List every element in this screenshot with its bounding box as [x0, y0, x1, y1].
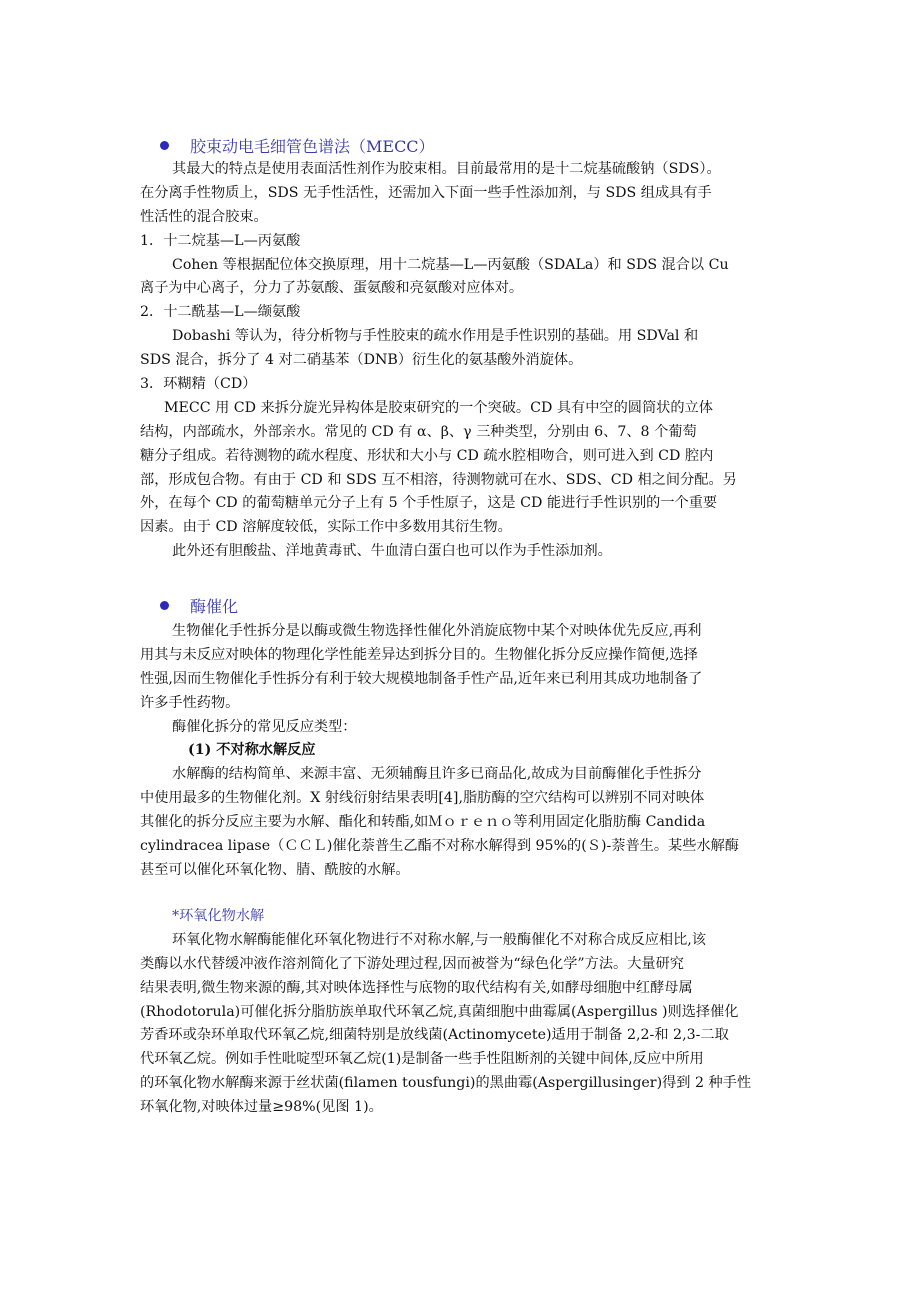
paragraph-line: 结果表明,微生物来源的酶,其对映体选择性与底物的取代结构有关,如酵母细胞中红酵母属 [140, 979, 693, 996]
paragraph-line: 中使用最多的生物催化剂。X 射线衍射结果表明[4],脂肪酶的空穴结构可以辨别不同对映体 [140, 790, 705, 807]
paragraph-line: SDS 混合，拆分了 4 对二硝基苯（DNB）衍生化的氨基酸外消旋体。 [140, 352, 583, 369]
paragraph-line: 类酶以水代替缓冲液作溶剂简化了下游处理过程,因而被誉为“绿色化学”方法。大量研究 [140, 955, 684, 972]
subsection-title: (1) 不对称水解反应 [188, 742, 316, 759]
paragraph-line: Cohen 等根据配位体交换原理，用十二烷基—L—丙氨酸（SDALa）和 SDS 混合以 Cu [172, 256, 729, 273]
epoxide-body [140, 905, 790, 1120]
paragraph-line: 在分离手性物质上，SDS 无手性活性，还需加入下面一些手性添加剂，与 SDS 组成具有手 [140, 184, 712, 201]
paragraph-line: 水解酶的结构简单、来源丰富、无须辅酶且许多已商品化,故成为目前酶催化手性拆分 [172, 766, 702, 783]
mecc-body [140, 158, 790, 564]
paragraph-line: 离子为中心离子，分力了苏氨酸、蛋氨酸和亮氨酸对应体对。 [140, 280, 524, 297]
section-heading-text: 胶束动电毛细管色谱法（MECC） [190, 137, 435, 156]
paragraph-line: MECC 用 CD 来拆分旋光异构体是胶束研究的一个突破。CD 具有中空的圆筒状的立体 [164, 399, 713, 416]
section-heading-mecc [160, 134, 435, 157]
paragraph-line: 的环氧化物水解酶来源于丝状菌(filamen tousfungi)的黑曲霉(Aspergillusinger)得到 2 种手性 [140, 1075, 752, 1092]
section-heading-text: 酶催化 [190, 597, 239, 616]
paragraph-line: 代环氧乙烷。例如手性吡啶型环氧乙烷(1)是制备一些手性阻断剂的关键中间体,反应中所用 [140, 1051, 704, 1068]
item-title: 1．十二烷基—L—丙氨酸 [140, 232, 301, 249]
paragraph-line: 甚至可以催化环氧化物、腈、酰胺的水解。 [140, 861, 410, 878]
paragraph-line: cylindracea lipase（ＣＣＬ)催化萘普生乙酯不对称水解得到 95%的(Ｓ)-萘普生。某些水解酶 [140, 838, 739, 855]
enzyme-body [140, 620, 790, 883]
bullet-dot-icon [160, 601, 169, 610]
paragraph-line: 用其与未反应对映体的物理化学性能差异达到拆分目的。生物催化拆分反应操作简便,选择 [140, 646, 698, 663]
item-title: 3．环糊精（CD） [140, 376, 257, 393]
paragraph-line: 芳香环或杂环单取代环氧乙烷,细菌特别是放线菌(Actinomycete)适用于制备 2,2-和 2,3-二取 [140, 1027, 729, 1044]
bullet-dot-icon [160, 141, 169, 150]
subsection-title: *环氧化物水解 [172, 908, 265, 924]
paragraph-line: 性活性的混合胶束。 [140, 208, 268, 225]
paragraph-line: Dobashi 等认为，待分析物与手性胶束的疏水作用是手性识别的基础。用 SDVal 和 [172, 328, 699, 345]
paragraph-line: 环氧化物,对映体过量≥98%(见图 1)。 [140, 1099, 383, 1116]
item-title: 2．十二酰基—L—缬氨酸 [140, 304, 301, 321]
paragraph-line: 酶催化拆分的常见反应类型： [172, 718, 357, 735]
paragraph-line: 环氧化物水解酶能催化环氧化物进行不对称水解,与一般酶催化不对称合成反应相比,该 [172, 931, 706, 948]
paragraph-line: 结构，内部疏水，外部亲水。常见的 CD 有 α、β、γ 三种类型，分别由 6、7、8 个葡萄 [140, 423, 697, 440]
paragraph-line: 生物催化手性拆分是以酶或微生物选择性催化外消旋底物中某个对映体优先反应,再利 [172, 623, 702, 639]
paragraph-line: 外，在每个 CD 的葡萄糖单元分子上有 5 个手性原子，这是 CD 能进行手性识别的一个重要 [140, 495, 718, 512]
paragraph-line: 性强,因而生物催化手性拆分有利于较大规模地制备手性产品,近年来已利用其成功地制备了 [140, 670, 703, 687]
section-heading-enzyme [160, 594, 238, 617]
paragraph-line: 许多手性药物。 [140, 694, 240, 711]
paragraph-line: 部，形成包合物。有由于 CD 和 SDS 互不相溶，待测物就可在水、SDS、CD 相之间分配。另 [140, 471, 737, 488]
paragraph-line: 此外还有胆酸盐、洋地黄毒甙、牛血清白蛋白也可以作为手性添加剂。 [172, 543, 612, 560]
paragraph-line: 糖分子组成。若待测物的疏水程度、形状和大小与 CD 疏水腔相吻合，则可进入到 CD 腔内 [140, 447, 714, 464]
paragraph-line: 其催化的拆分反应主要为水解、酯化和转酯,如Ｍｏｒｅｎｏ等利用固定化脂肪酶 Candida [140, 814, 706, 831]
paragraph-line: 因素。由于 CD 溶解度较低，实际工作中多数用其衍生物。 [140, 519, 512, 536]
paragraph-line: 其最大的特点是使用表面活性剂作为胶束相。目前最常用的是十二烷基硫酸钠（SDS）。 [172, 161, 721, 177]
paragraph-line: (Rhodotorula)可催化拆分脂肪族单取代环氧乙烷,真菌细胞中曲霉属(Aspergillus )则选择催化 [140, 1003, 739, 1020]
